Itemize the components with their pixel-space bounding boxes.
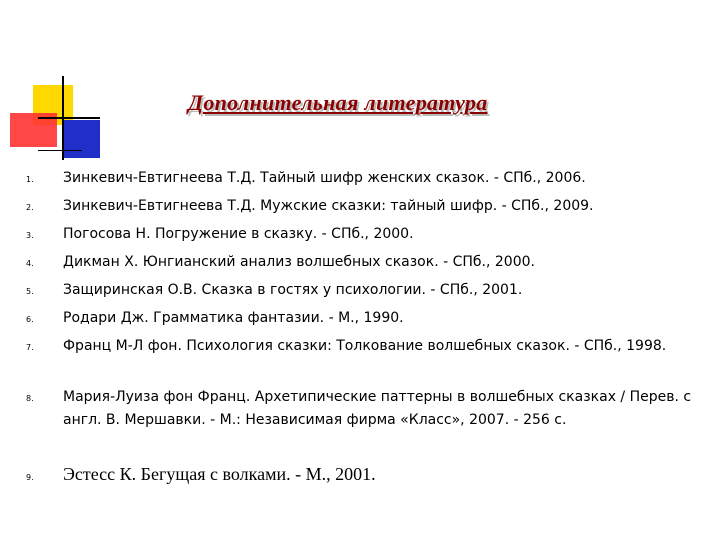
list-number: 6. — [26, 315, 34, 324]
page-title: Дополнительная литература — [188, 90, 488, 115]
reference-text: Погосова Н. Погружение в сказку. - СПб., 2000. — [63, 226, 414, 242]
reference-text: Эстесс К. Бегущая с волками. - М., 2001. — [63, 464, 376, 484]
list-number: 9. — [26, 473, 34, 482]
reference-text: Защиринская О.В. Сказка в гостях у психологии. - СПб., 2001. — [63, 282, 523, 298]
reference-text: Родари Дж. Грамматика фантазии. - М., 1990. — [63, 310, 404, 326]
reference-text: Дикман Х. Юнгианский анализ волшебных сказок. - СПб., 2000. — [63, 254, 535, 270]
list-number: 8. — [26, 394, 34, 403]
reference-text: Франц М-Л фон. Психология сказки: Толкование волшебных сказок. - СПб., 1998. — [63, 338, 667, 354]
list-number: 2. — [26, 203, 34, 212]
list-number: 5. — [26, 287, 34, 296]
list-number: 3. — [26, 231, 34, 240]
reference-text: Зинкевич-Евтигнеева Т.Д. Тайный шифр женских сказок. - СПб., 2006. — [63, 170, 586, 186]
list-number: 1. — [26, 175, 34, 184]
horizontal-line — [38, 117, 100, 119]
blue-square — [62, 120, 100, 158]
horizontal-line-lower — [38, 150, 82, 151]
reference-text: Зинкевич-Евтигнеева Т.Д. Мужские сказки: тайный шифр. - СПб., 2009. — [63, 198, 594, 214]
list-number: 4. — [26, 259, 34, 268]
decorative-ornament — [0, 0, 120, 170]
list-number: 7. — [26, 343, 34, 352]
reference-text: Мария-Луиза фон Франц. Архетипические паттерны в волшебных сказках / Перев. с англ. В. Мершавки. - М.: Независимая фирма «Класс», 2007. - 256 с. — [63, 389, 692, 428]
